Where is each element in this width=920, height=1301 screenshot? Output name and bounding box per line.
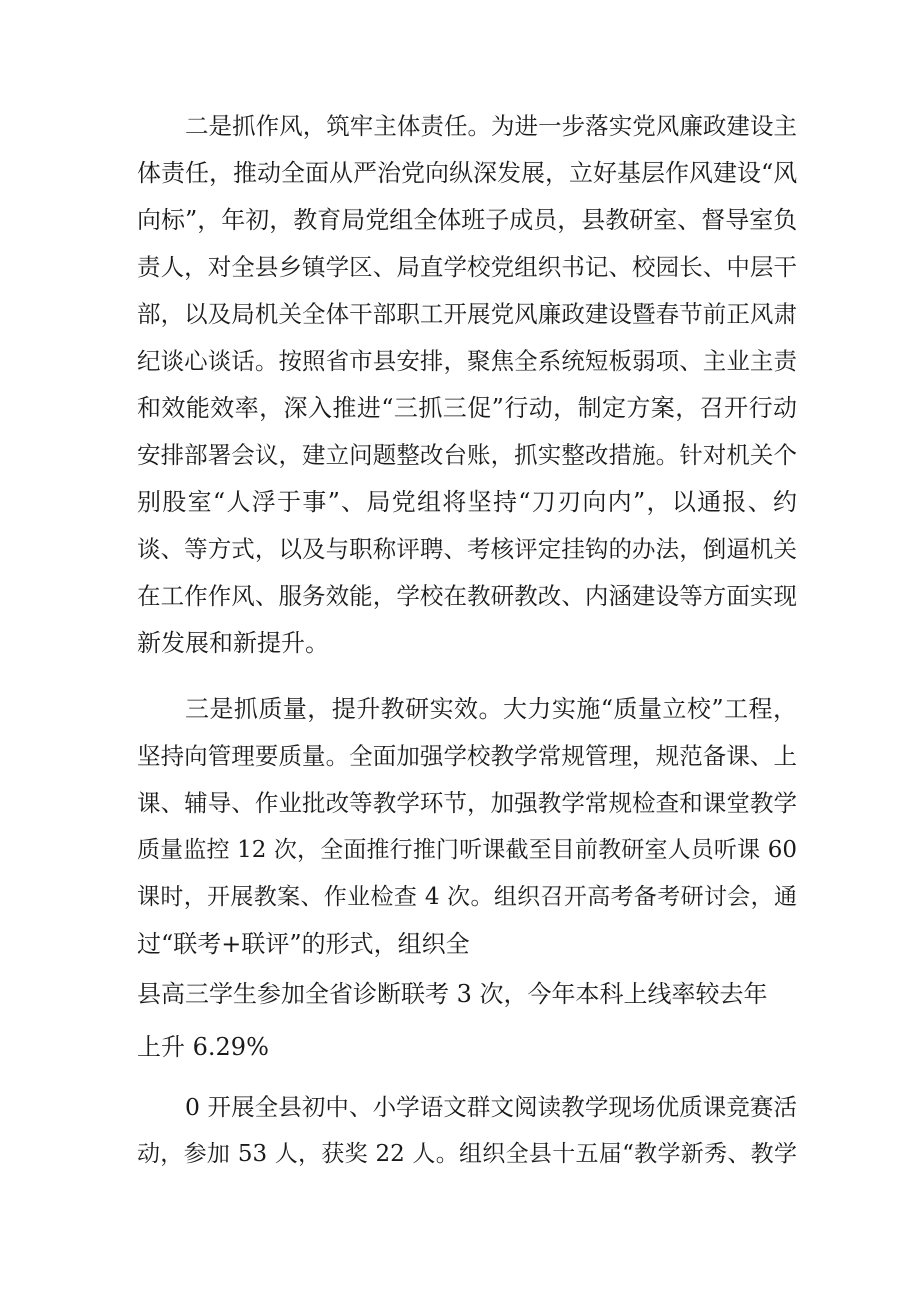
paragraph-line: 安排部署会议，建立问题整改台账，抓实整改措施。针对机关个 [137,441,797,469]
paragraph-line: 谈、等方式，以及与职称评聘、考核评定挂钩的办法，倒逼机关 [137,535,797,563]
paragraph-line: 纪谈心谈话。按照省市县安排，聚焦全系统短板弱项、主业主责 [137,347,797,375]
paragraph-line: 0 开展全县初中、小学语文群文阅读教学现场优质课竞赛活 [185,1093,797,1121]
paragraph-line: 过“联考+联评”的形式，组织全 [137,930,470,958]
paragraph-line: 县高三学生参加全省诊断联考 3 次，今年本科上线率较去年 [137,980,768,1008]
paragraph-line: 责人，对全县乡镇学区、局直学校党组织书记、校园长、中层干 [137,253,797,281]
paragraph-line: 新发展和新提升。 [137,629,329,657]
paragraph-line: 部，以及局机关全体干部职工开展党风廉政建设暨春节前正风肃 [137,300,797,328]
paragraph-line: 别股室“人浮于事”、局党组将坚持“刀刃向内”，以通报、约 [137,488,797,516]
paragraph-line: 向标”，年初，教育局党组全体班子成员，县教研室、督导室负 [137,206,797,234]
paragraph-line: 在工作作风、服务效能，学校在教研教改、内涵建设等方面实现 [137,582,797,610]
paragraph-line: 三是抓质量，提升教研实效。大力实施“质量立校”工程， [185,695,797,723]
paragraph-line: 上升 6.29% [137,1033,269,1061]
paragraph-line: 二是抓作风，筑牢主体责任。为进一步落实党风廉政建设主 [185,112,797,140]
paragraph-line: 和效能效率，深入推进“三抓三促”行动，制定方案，召开行动 [137,394,797,422]
paragraph-line: 坚持向管理要质量。全面加强学校教学常规管理，规范备课、上 [137,742,797,770]
paragraph-line: 课时，开展教案、作业检查 4 次。组织召开高考备考研讨会，通 [137,884,797,910]
paragraph-line: 动，参加 53 人，获奖 22 人。组织全县十五届“教学新秀、教学 [137,1141,797,1167]
paragraph-line: 体责任，推动全面从严治党向纵深发展，立好基层作风建设“风 [137,159,797,187]
paragraph-line: 课、辅导、作业批改等教学环节，加强教学常规检查和课堂教学 [137,789,797,817]
paragraph-line: 质量监控 12 次，全面推行推门听课截至目前教研室人员听课 60 [137,837,797,863]
